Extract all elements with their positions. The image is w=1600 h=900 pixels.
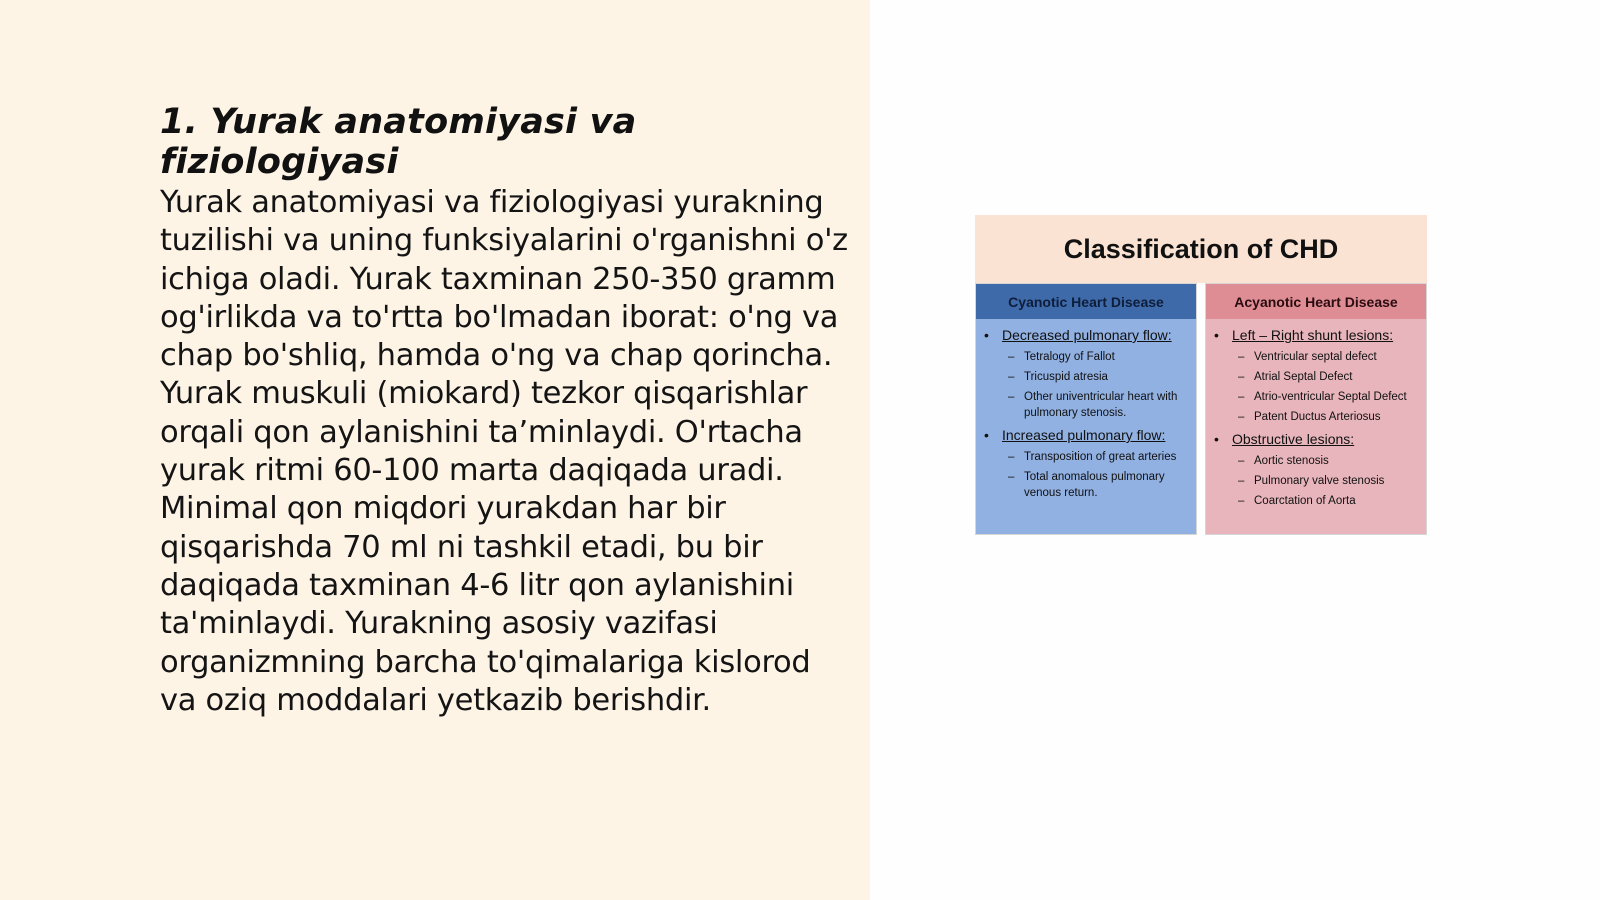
sub-list [982, 349, 1190, 421]
list-item [1008, 469, 1190, 501]
list-item [1238, 409, 1420, 425]
acyanotic-body [1206, 319, 1426, 509]
bullet-item [982, 426, 1190, 445]
dash-icon: – [1238, 371, 1245, 383]
cyanotic-body [976, 319, 1196, 501]
list-item [1238, 473, 1420, 489]
dash-icon: – [1008, 451, 1015, 463]
bullet-dot-icon: • [984, 327, 989, 343]
dash-icon: – [1238, 455, 1245, 467]
bullet-dot-icon: • [1214, 327, 1219, 343]
bullet-dot-icon: • [1214, 431, 1219, 447]
dash-icon: – [1008, 391, 1015, 403]
list-item-text: Pulmonary valve stenosis [1254, 475, 1385, 487]
list-item-text: Aortic stenosis [1254, 455, 1329, 467]
list-item-text: Coarctation of Aorta [1254, 495, 1356, 507]
acyanotic-column [1205, 283, 1427, 535]
list-item [1238, 369, 1420, 385]
figure-header [975, 215, 1427, 283]
dash-icon: – [1238, 391, 1245, 403]
chd-classification-figure [975, 215, 1427, 535]
bullet-dot-icon: • [984, 427, 989, 443]
slide-body-text: Yurak anatomiyasi va fiziologiyasi yurakning tuzilishi va uning funksiyalarini o'rganishni o'z ichiga oladi. Yurak taxminan 250-350 gramm og'irlikda va to'rtta bo'lmadan iborat: o'ng va chap bo'shliq, hamda o'ng va chap qorincha. Yurak muskuli (miokard) tezkor qisqarishlar orqali qon aylanishini ta’minlaydi. O'rtacha yurak ritmi 60-100 marta daqiqada uradi. Minimal qon miqdori yurakdan har bir qisqarishda 70 ml ni tashkil etadi, bu bir daqiqada taxminan 4-6 litr qon aylanishini ta'minlaydi. Yurakning asosiy vazifasi organizmning barcha to'qimalariga kislorod va oziq moddalari yetkazib berishdir. [160, 185, 848, 718]
list-item [1238, 389, 1420, 405]
dash-icon: – [1008, 371, 1015, 383]
acyanotic-heading: Acyanotic Heart Disease [1206, 284, 1426, 319]
sub-list [1212, 349, 1420, 425]
list-item [1008, 369, 1190, 385]
list-item-text: Patent Ductus Arteriosus [1254, 411, 1381, 423]
list-item-text: Other univentricular heart with pulmonary stenosis. [1024, 391, 1178, 419]
figure-title: Classification of CHD [1063, 233, 1339, 264]
dash-icon: – [1238, 495, 1245, 507]
dash-icon: – [1008, 471, 1015, 483]
sub-list [1212, 453, 1420, 509]
cyanotic-heading: Cyanotic Heart Disease [976, 284, 1196, 319]
dash-icon: – [1238, 351, 1245, 363]
list-item-text: Tricuspid atresia [1024, 371, 1108, 383]
bullet-item [1212, 430, 1420, 449]
group-label: Obstructive lesions: [1232, 431, 1355, 447]
list-item-text: Atrio-ventricular Septal Defect [1254, 391, 1407, 403]
list-item-text: Atrial Septal Defect [1254, 371, 1353, 383]
list-item [1238, 453, 1420, 469]
bullet-item [1212, 326, 1420, 345]
group-label: Decreased pulmonary flow: [1002, 327, 1172, 343]
slide-title: 1. Yurak anatomiyasi va fiziologiyasi [160, 102, 637, 182]
list-item-text: Tetralogy of Fallot [1024, 351, 1115, 363]
sub-list [982, 449, 1190, 501]
bullet-item [982, 326, 1190, 345]
list-item-text: Total anomalous pulmonary venous return. [1024, 471, 1165, 499]
list-item [1008, 349, 1190, 365]
list-item [1238, 349, 1420, 365]
list-item-text: Transposition of great arteries [1024, 451, 1177, 463]
list-item [1008, 449, 1190, 465]
dash-icon: – [1008, 351, 1015, 363]
dash-icon: – [1238, 475, 1245, 487]
list-item [1008, 389, 1190, 421]
dash-icon: – [1238, 411, 1245, 423]
list-item [1238, 493, 1420, 509]
cyanotic-column [975, 283, 1197, 535]
group-label: Increased pulmonary flow: [1002, 427, 1166, 443]
group-label: Left – Right shunt lesions: [1232, 327, 1394, 343]
list-item-text: Ventricular septal defect [1254, 351, 1377, 363]
